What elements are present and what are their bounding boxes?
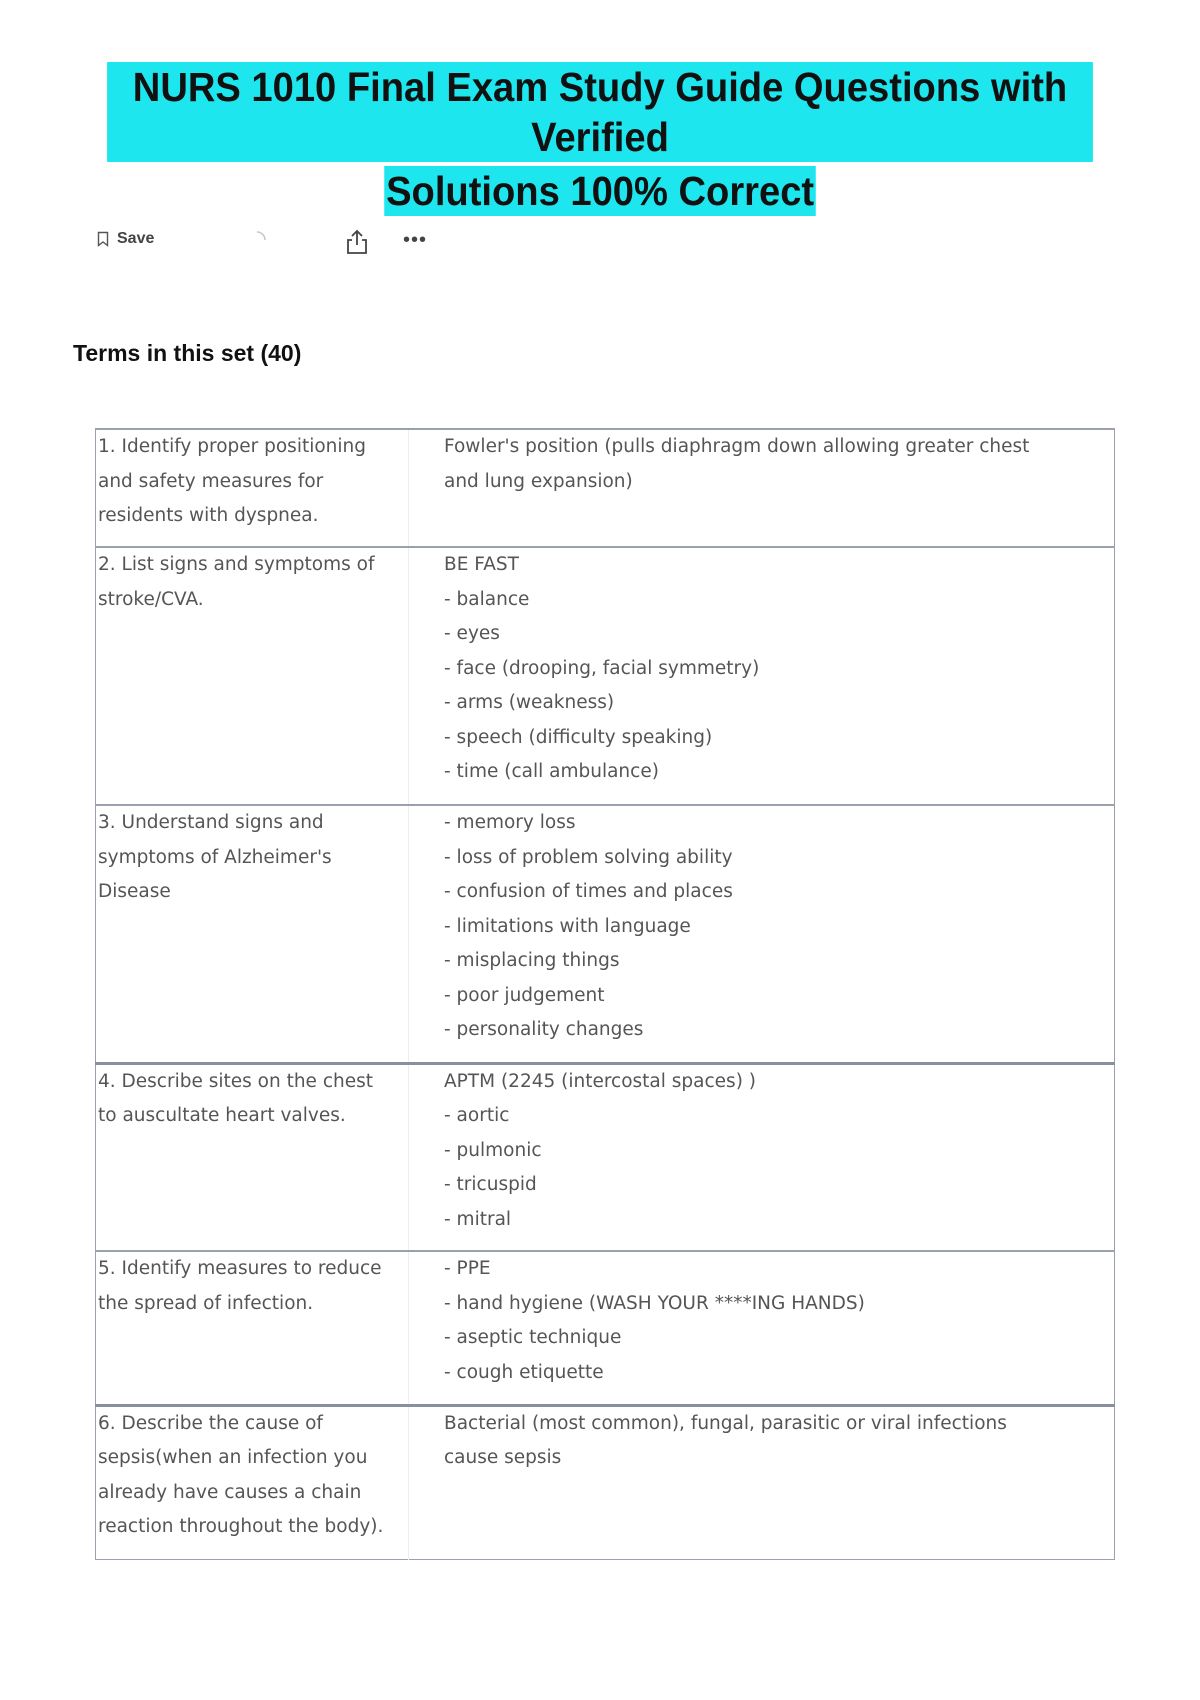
definition-cell bbox=[409, 547, 1115, 805]
definition-line: cause sepsis bbox=[444, 1447, 562, 1468]
share-icon[interactable] bbox=[344, 228, 370, 256]
definition-line: - balance bbox=[444, 588, 530, 610]
term-cell bbox=[96, 805, 409, 1063]
definition-line: - hand hygiene (WASH YOUR ****ING HANDS) bbox=[444, 1292, 865, 1314]
more-options-icon[interactable]: ••• bbox=[403, 229, 428, 251]
definition-line: and lung expansion) bbox=[444, 470, 633, 492]
definition-line: - time (call ambulance) bbox=[444, 761, 659, 782]
definition-cell bbox=[409, 429, 1115, 547]
definition-line: - eyes bbox=[444, 623, 500, 644]
definition-line: - personality changes bbox=[444, 1019, 644, 1040]
bookmark-icon bbox=[97, 231, 109, 247]
definition-line: Bacterial (most common), fungal, parasitic or viral infections bbox=[444, 1412, 1007, 1434]
definition-line: APTM (2245 (intercostal spaces) ) bbox=[444, 1070, 757, 1092]
term-text: 5. Identify measures to reduce the spread of infection. bbox=[98, 1258, 382, 1314]
definition-line: - face (drooping, facial symmetry) bbox=[444, 657, 760, 679]
definition-line: - loss of problem solving ability bbox=[444, 846, 733, 868]
definition-line: - pulmonic bbox=[444, 1139, 542, 1161]
term-text: 6. Describe the cause of sepsis(when an infection you already have causes a chain reaction throughout the body). bbox=[98, 1412, 384, 1537]
term-text: 3. Understand signs and symptoms of Alzheimer's Disease bbox=[98, 812, 332, 902]
definition-line: - PPE bbox=[444, 1258, 491, 1279]
definition-line: - cough etiquette bbox=[444, 1361, 604, 1383]
definition-cell bbox=[409, 1063, 1115, 1251]
definition-cell bbox=[409, 1405, 1115, 1559]
definition-line: - aortic bbox=[444, 1105, 510, 1126]
title-line-1: NURS 1010 Final Exam Study Guide Questions with Verified bbox=[107, 62, 1093, 162]
definition-line: - misplacing things bbox=[444, 950, 620, 971]
definition-line: - mitral bbox=[444, 1208, 512, 1230]
save-label: Save bbox=[117, 230, 155, 247]
term-text: 2. List signs and symptoms of stroke/CVA. bbox=[98, 554, 375, 610]
document-title bbox=[70, 62, 1130, 220]
term-cell bbox=[96, 429, 409, 547]
definition-line: - speech (difficulty speaking) bbox=[444, 726, 713, 748]
table-row bbox=[96, 547, 1115, 805]
spinner-icon bbox=[247, 230, 267, 250]
title-line-2: Solutions 100% Correct bbox=[385, 168, 815, 214]
table-row bbox=[96, 1063, 1115, 1251]
definition-cell bbox=[409, 1251, 1115, 1405]
definition-cell bbox=[409, 805, 1115, 1063]
term-cell bbox=[96, 547, 409, 805]
term-cell bbox=[96, 1405, 409, 1559]
table-row bbox=[96, 429, 1115, 547]
term-cell bbox=[96, 1063, 409, 1251]
terms-table bbox=[95, 428, 1115, 1560]
toolbar bbox=[97, 228, 477, 258]
term-cell bbox=[96, 1251, 409, 1405]
table-row bbox=[96, 1251, 1115, 1405]
definition-line: - memory loss bbox=[444, 812, 576, 833]
table-row bbox=[96, 805, 1115, 1063]
definition-line: Fowler's position (pulls diaphragm down allowing greater chest bbox=[444, 436, 1030, 457]
table-row bbox=[96, 1405, 1115, 1559]
definition-line: - tricuspid bbox=[444, 1174, 537, 1195]
definition-line: - limitations with language bbox=[444, 915, 691, 937]
set-heading: Terms in this set (40) bbox=[73, 340, 302, 366]
definition-line: - aseptic technique bbox=[444, 1327, 622, 1348]
definition-line: - arms (weakness) bbox=[444, 692, 615, 713]
definition-line: BE FAST bbox=[444, 554, 519, 575]
term-text: 4. Describe sites on the chest to auscultate heart valves. bbox=[98, 1070, 373, 1126]
save-button[interactable] bbox=[97, 230, 154, 248]
definition-line: - confusion of times and places bbox=[444, 881, 733, 902]
definition-line: - poor judgement bbox=[444, 984, 605, 1006]
term-text: 1. Identify proper positioning and safety measures for residents with dyspnea. bbox=[98, 436, 367, 526]
